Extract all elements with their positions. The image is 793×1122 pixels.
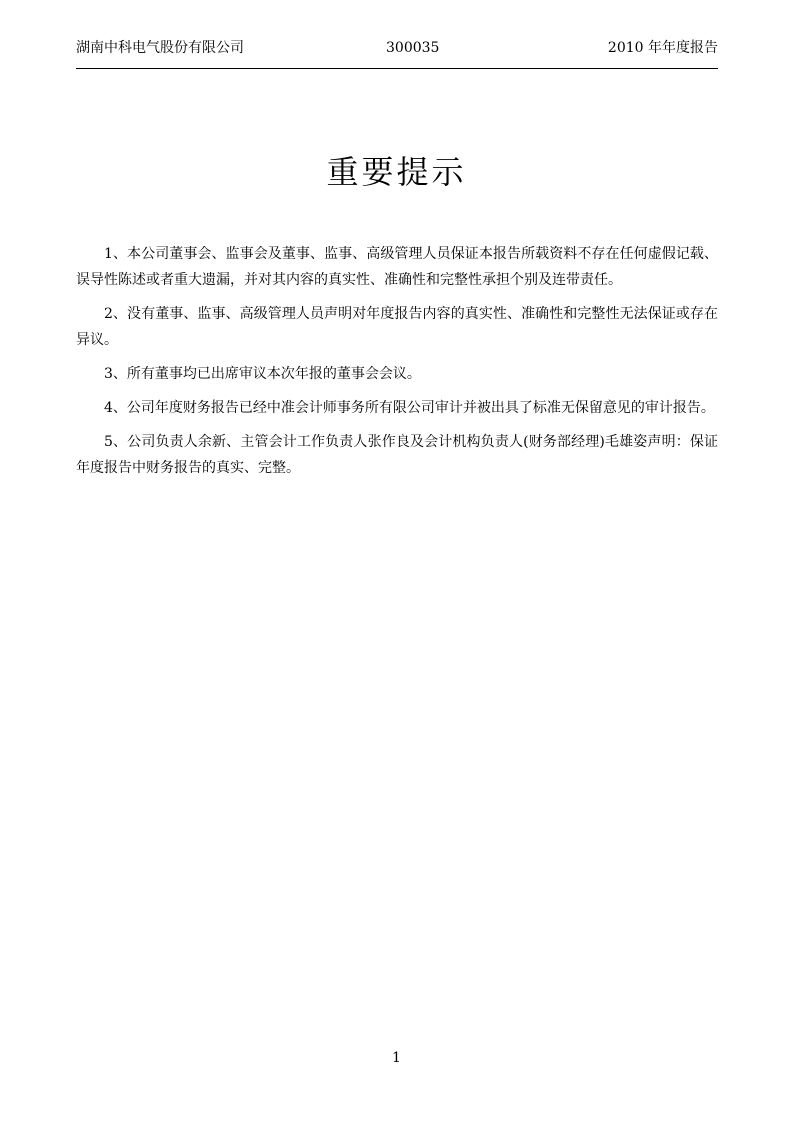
notice-paragraph-2: 2、没有董事、监事、高级管理人员声明对年度报告内容的真实性、准确性和完整性无法保证或存在异议。 bbox=[76, 306, 718, 348]
page-header bbox=[76, 37, 718, 59]
page-number: 1 bbox=[392, 1050, 401, 1066]
header-report-title: 2010 年年度报告 bbox=[607, 40, 718, 56]
notice-paragraph-1: 1、本公司董事会、监事会及董事、监事、高级管理人员保证本报告所载资料不存在任何虚假记载、误导性陈述或者重大遗漏，并对其内容的真实性、准确性和完整性承担个别及连带责任。 bbox=[76, 246, 718, 288]
notice-paragraph-3: 3、所有董事均已出席审议本次年报的董事会会议。 bbox=[104, 366, 421, 382]
header-stock-code: 300035 bbox=[386, 40, 440, 56]
notice-body bbox=[76, 241, 718, 489]
header-company-name: 湖南中科电气股份有限公司 bbox=[76, 40, 244, 56]
page-title: 重要提示 bbox=[326, 153, 467, 191]
notice-paragraph-5: 5、公司负责人余新、主管会计工作负责人张作良及会计机构负责人(财务部经理)毛雄姿声明：保证年度报告中财务报告的真实、完整。 bbox=[76, 434, 718, 476]
header-divider bbox=[76, 68, 718, 69]
notice-paragraph-4: 4、公司年度财务报告已经中准会计师事务所有限公司审计并被出具了标准无保留意见的审计报告。 bbox=[104, 400, 715, 416]
